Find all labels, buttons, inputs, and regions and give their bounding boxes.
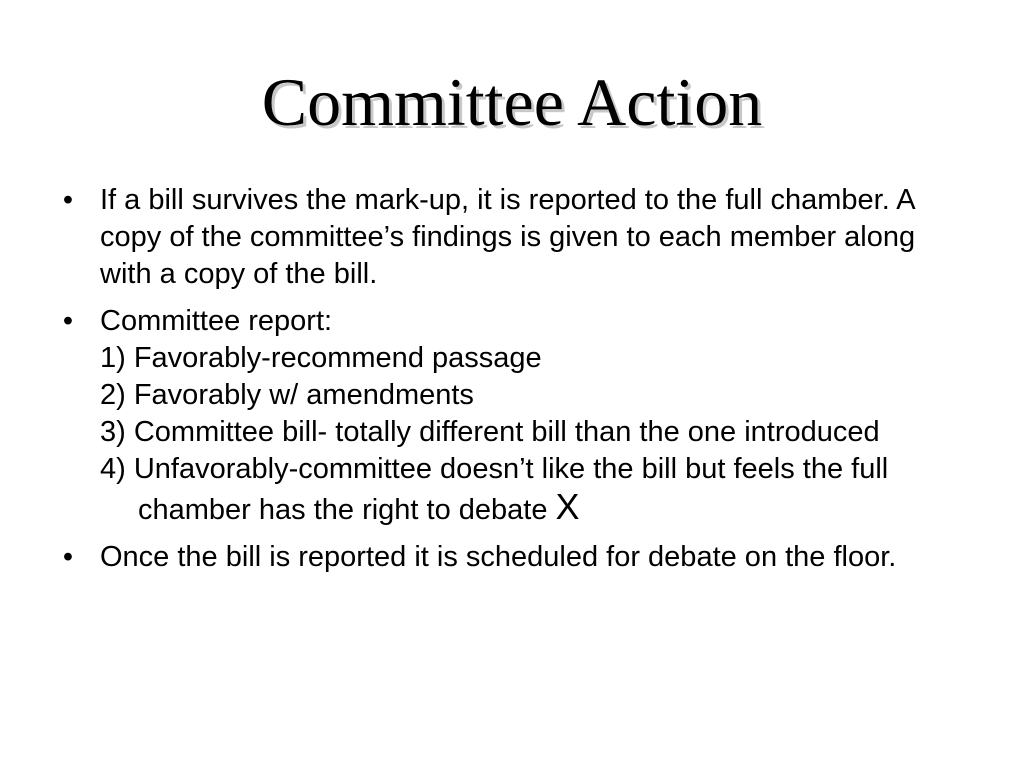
- x-mark: X: [555, 486, 580, 527]
- bullet-icon: •: [62, 184, 74, 216]
- bullet-list: [58, 182, 970, 586]
- bullet-item: [58, 182, 970, 293]
- report-option-4: [100, 451, 970, 529]
- bullet-item: [58, 539, 970, 576]
- report-option-2: 2) Favorably w/ amendments: [100, 379, 474, 411]
- report-option-4-text: 4) Unfavorably-committee doesn’t like the bill but feels the full chamber has the right to debate: [100, 453, 889, 526]
- bullet-item: [58, 303, 970, 529]
- bullet-text: If a bill survives the mark-up, it is reported to the full chamber. A copy of the committee’s findings is given to each member along with a copy of the bill.: [100, 184, 916, 290]
- bullet-icon: •: [62, 305, 74, 337]
- slide-title: Committee Action: [261, 64, 763, 140]
- bullet-icon: •: [62, 541, 74, 573]
- bullet-text: Once the bill is reported it is scheduled for debate on the floor.: [100, 541, 897, 573]
- bullet-text: Committee report:: [100, 305, 333, 337]
- report-option-1: 1) Favorably-recommend passage: [100, 342, 542, 374]
- report-option-3: 3) Committee bill- totally different bill than the one introduced: [100, 416, 880, 448]
